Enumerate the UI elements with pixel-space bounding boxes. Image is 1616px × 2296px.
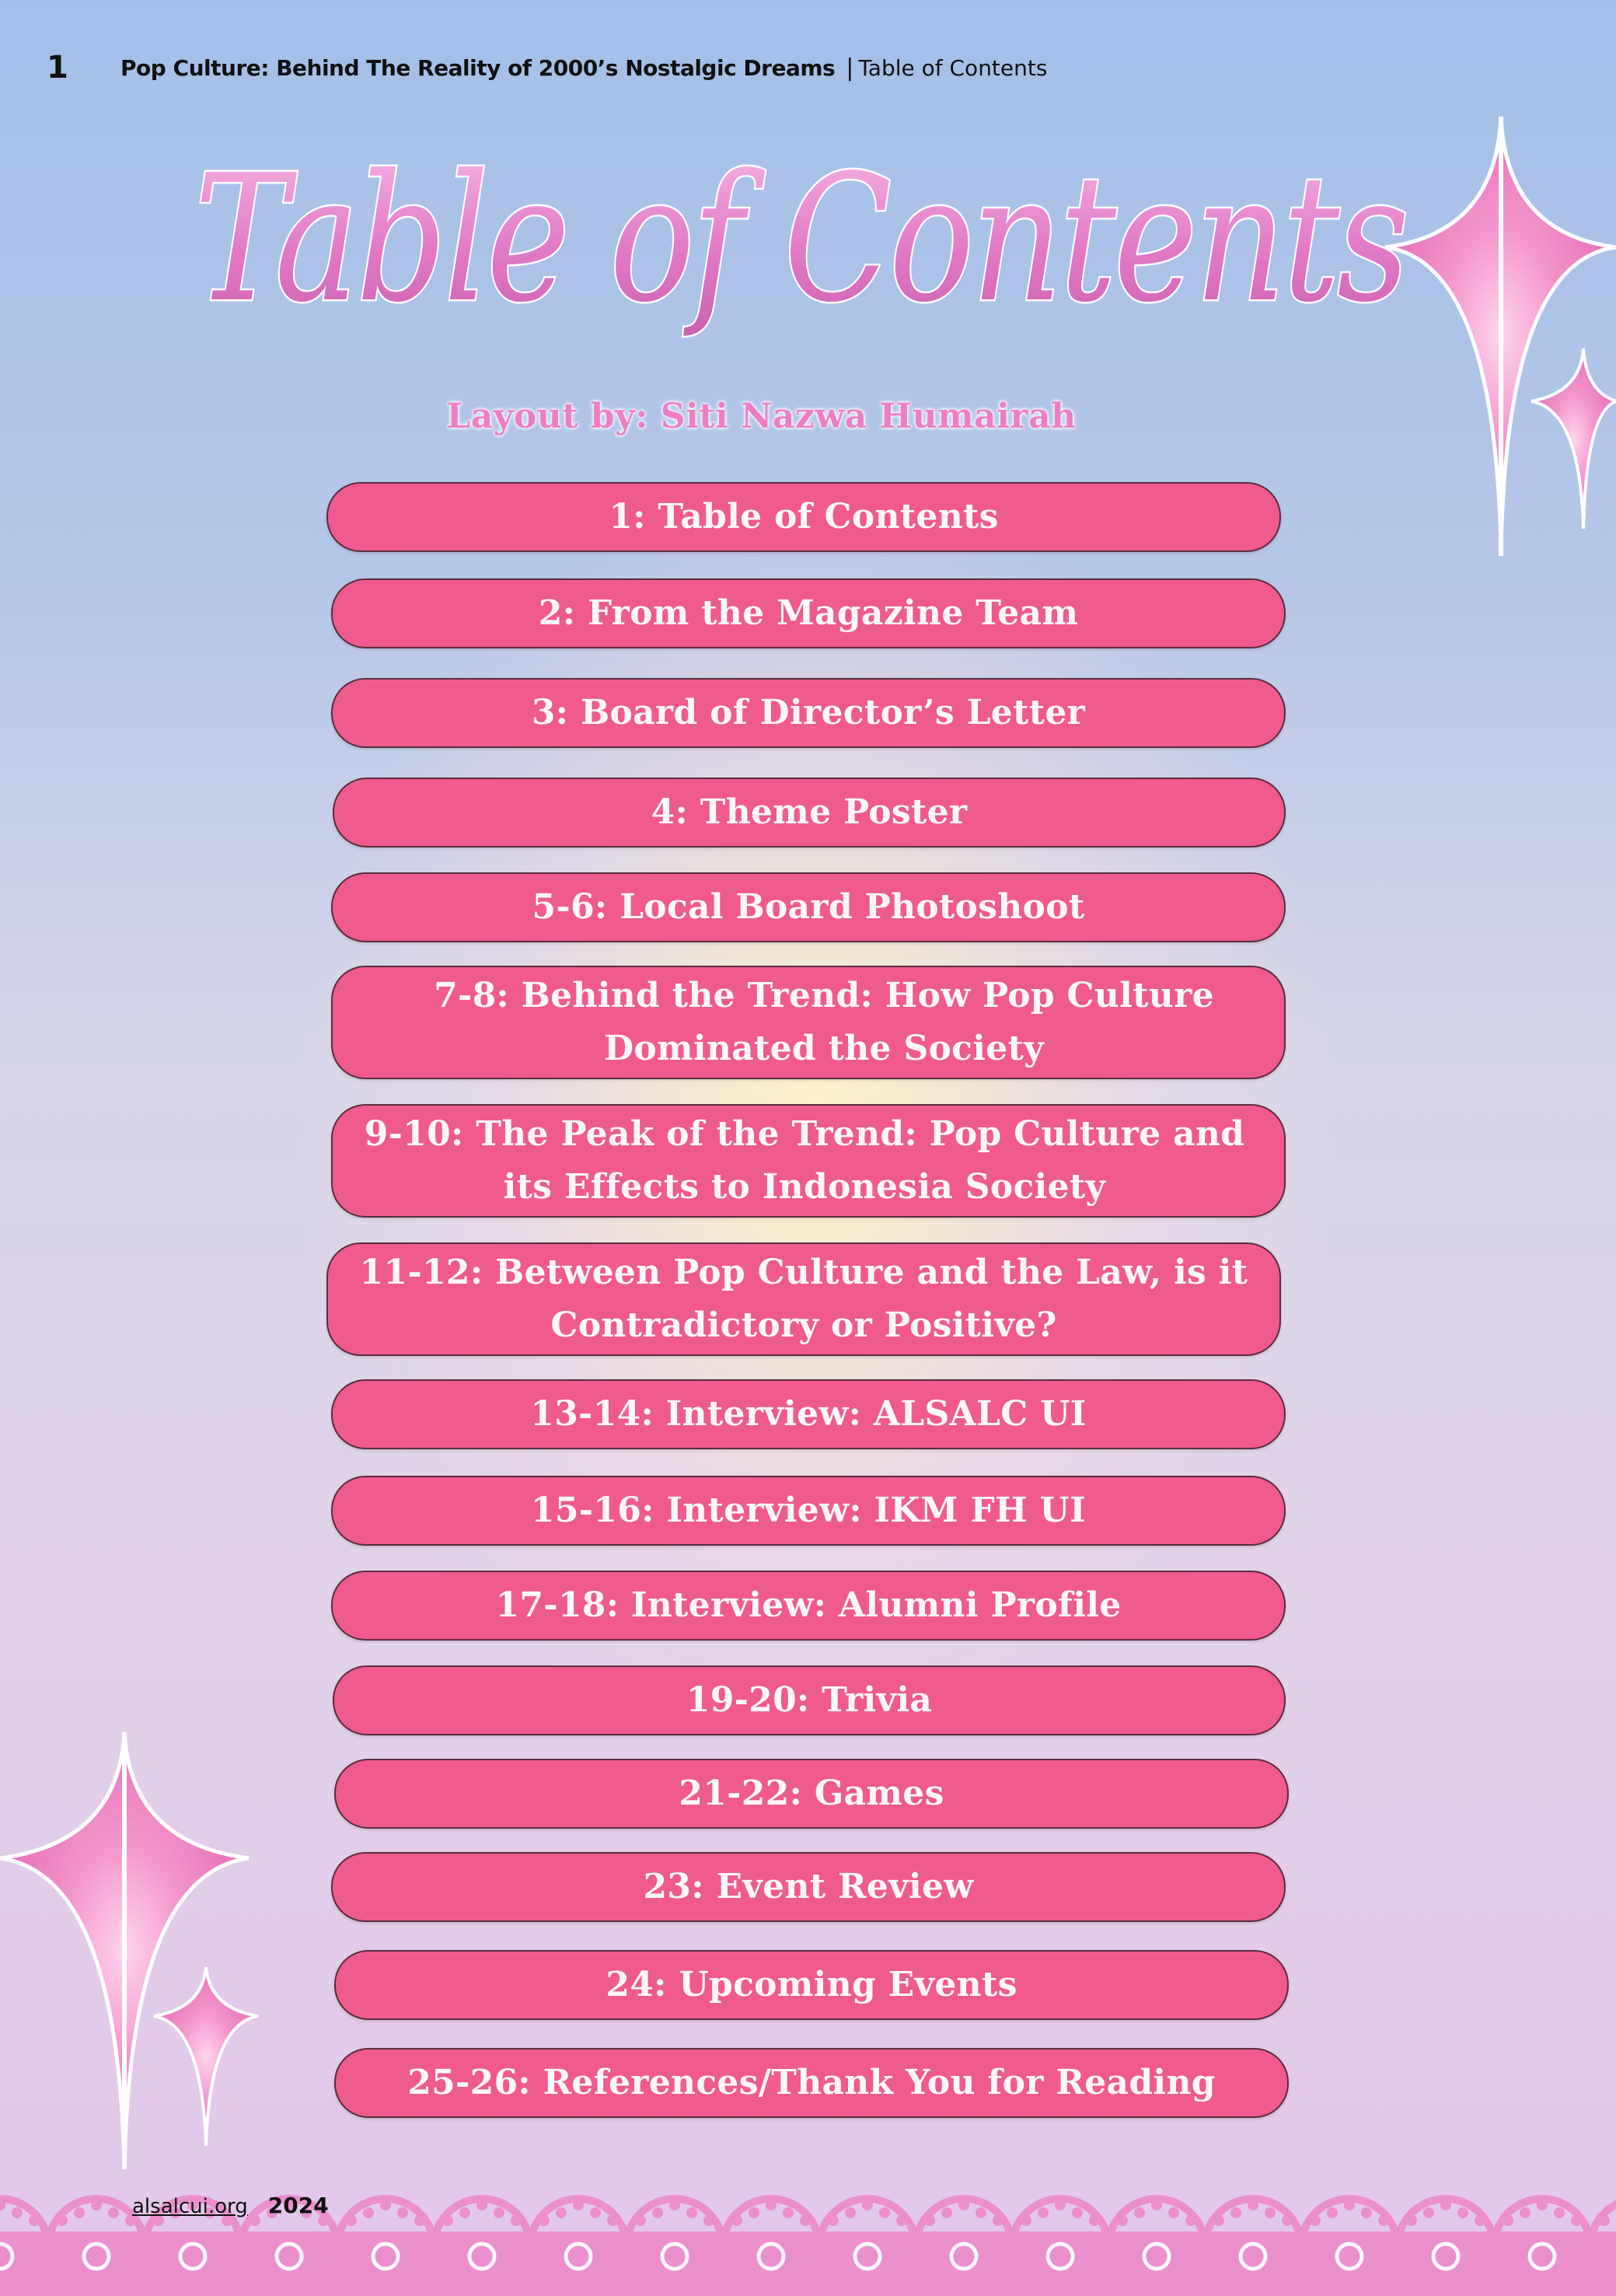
- lace-dot: [1038, 2207, 1049, 2218]
- toc-item[interactable]: [331, 1476, 1286, 1546]
- page-footer: [132, 2193, 329, 2218]
- toc-item-label: 24: Upcoming Events: [606, 1965, 1017, 2004]
- lace-dot: [862, 2200, 873, 2210]
- lace-dot: [1571, 2215, 1582, 2226]
- lace-dot: [590, 2207, 601, 2218]
- toc-item[interactable]: [331, 1104, 1286, 1218]
- toc-item-label: 25-26: References/Thank You for Reading: [407, 2063, 1216, 2102]
- lace-dot: [879, 2207, 890, 2218]
- page-title-text: Table of Contents: [194, 137, 1407, 341]
- lace-dot: [108, 2207, 119, 2218]
- lace-dot: [1230, 2207, 1241, 2218]
- toc-item[interactable]: [331, 578, 1286, 648]
- lace-dot: [749, 2207, 759, 2218]
- toc-item-label: 13-14: Interview: ALSALC UI: [530, 1394, 1087, 1434]
- lace-dot: [766, 2200, 777, 2210]
- toc-item[interactable]: [331, 1852, 1286, 1922]
- lace-dot: [1213, 2215, 1224, 2226]
- lace-dot: [1055, 2200, 1066, 2210]
- toc-item-label: 1: Table of Contents: [609, 497, 999, 536]
- page-header: [47, 48, 1047, 87]
- toc-item[interactable]: [331, 1571, 1286, 1641]
- lace-dot: [397, 2207, 408, 2218]
- lace-dot: [476, 2200, 487, 2210]
- lace-dot: [993, 2215, 1003, 2226]
- section-name: Table of Contents: [858, 54, 1048, 81]
- lace-dot: [74, 2207, 85, 2218]
- lace-dot: [1361, 2207, 1372, 2218]
- toc-item-label: 5-6: Local Board Photoshoot: [532, 887, 1085, 927]
- lace-dot: [459, 2207, 470, 2218]
- lace-dot: [1423, 2207, 1434, 2218]
- toc-item[interactable]: [334, 1759, 1289, 1829]
- lace-dot: [1554, 2207, 1565, 2218]
- lace-dot: [1440, 2200, 1451, 2210]
- lace-dot: [1537, 2200, 1548, 2210]
- lace-dot: [12, 2207, 23, 2218]
- lace-dot: [511, 2215, 522, 2226]
- lace-dot: [556, 2207, 567, 2218]
- lace-dot: [1344, 2200, 1355, 2210]
- lace-dot: [1599, 2215, 1610, 2226]
- lace-dot: [896, 2215, 907, 2226]
- lace-dot: [29, 2215, 40, 2226]
- toc-item-label: 3: Board of Director’s Letter: [531, 693, 1086, 732]
- toc-item-label: 17-18: Interview: Alumni Profile: [495, 1585, 1122, 1625]
- toc-item[interactable]: [326, 482, 1281, 552]
- lace-dot: [976, 2207, 986, 2218]
- lace-dot: [686, 2207, 697, 2218]
- lace-dot: [1475, 2215, 1485, 2226]
- toc-item[interactable]: [331, 1379, 1286, 1449]
- lace-dot: [363, 2207, 374, 2218]
- toc-item[interactable]: [334, 2048, 1289, 2118]
- lace-dot: [1089, 2215, 1100, 2226]
- lace-dot: [1406, 2215, 1417, 2226]
- publication-title: Pop Culture: Behind The Reality of 2000’s Nostalgic Dreams: [120, 54, 836, 81]
- toc-item-label: 11-12: Between Pop Culture and the Law, is it Contradictory or Positive?: [359, 1253, 1248, 1345]
- toc-item-label: 23: Event Review: [643, 1867, 974, 1906]
- lace-dot: [731, 2215, 742, 2226]
- lace-dot: [1520, 2207, 1530, 2218]
- lace-dot: [1151, 2200, 1162, 2210]
- lace-dot: [442, 2215, 453, 2226]
- toc-item[interactable]: [331, 966, 1286, 1079]
- toc-item[interactable]: [334, 1950, 1289, 2020]
- lace-dot: [635, 2215, 646, 2226]
- lace-dot: [1378, 2215, 1389, 2226]
- lace-dot: [958, 2200, 969, 2210]
- lace-dot: [652, 2207, 663, 2218]
- lace-dot: [346, 2215, 357, 2226]
- lace-dot: [494, 2207, 504, 2218]
- lace-dot: [1134, 2207, 1145, 2218]
- toc-item[interactable]: [326, 1242, 1281, 1356]
- lace-dot: [1327, 2207, 1338, 2218]
- lace-dot: [924, 2215, 935, 2226]
- lace-dot: [669, 2200, 680, 2210]
- toc-item-label: 7-8: Behind the Trend: How Pop Culture Dominated the Society: [434, 976, 1214, 1068]
- lace-dot: [845, 2207, 856, 2218]
- lace-dot: [607, 2215, 618, 2226]
- page-number: 1: [47, 50, 68, 86]
- lace-dot: [1503, 2215, 1513, 2226]
- toc-item[interactable]: [331, 678, 1286, 748]
- toc-item-label: 19-20: Trivia: [686, 1680, 933, 1720]
- lace-dot: [1072, 2207, 1083, 2218]
- lace-dot: [91, 2200, 102, 2210]
- header-separator: |: [846, 54, 854, 82]
- lace-dot: [941, 2207, 952, 2218]
- lace-dot: [1248, 2200, 1258, 2210]
- lace-dot: [1310, 2215, 1321, 2226]
- toc-item-label: 15-16: Interview: IKM FH UI: [530, 1490, 1087, 1530]
- toc-item-label: 4: Theme Poster: [651, 792, 968, 832]
- lace-dot: [1021, 2215, 1031, 2226]
- footer-year: 2024: [267, 2193, 329, 2218]
- website-link[interactable]: alsalcui.org: [132, 2195, 248, 2218]
- lace-dot: [800, 2215, 811, 2226]
- lace-dot: [1282, 2215, 1293, 2226]
- lace-dot: [57, 2215, 68, 2226]
- lace-dot: [380, 2200, 391, 2210]
- lace-dot: [414, 2215, 425, 2226]
- toc-item[interactable]: [333, 1665, 1286, 1735]
- lace-dot: [1265, 2207, 1276, 2218]
- lace-dot: [783, 2207, 794, 2218]
- sparkle-icon: [1531, 348, 1616, 529]
- page-title: [179, 101, 1422, 373]
- lace-dot: [573, 2200, 584, 2210]
- toc-item-label: 2: From the Magazine Team: [538, 593, 1079, 633]
- lace-dot: [1457, 2207, 1468, 2218]
- lace-dot: [828, 2215, 839, 2226]
- lace-dot: [1185, 2215, 1196, 2226]
- toc-item[interactable]: [333, 778, 1286, 847]
- toc-item[interactable]: [331, 872, 1286, 942]
- lace-dot: [539, 2215, 550, 2226]
- toc-item-label: 21-22: Games: [679, 1774, 944, 1813]
- lace-dot: [1168, 2207, 1179, 2218]
- layout-credit: Layout by: Siti Nazwa Humairah: [446, 397, 1077, 436]
- sparkle-icon: [154, 1967, 258, 2146]
- toc-item-label: 9-10: The Peak of the Trend: Pop Culture and its Effects to Indonesia Society: [364, 1114, 1245, 1207]
- lace-dot: [703, 2215, 714, 2226]
- lace-dot: [1117, 2215, 1128, 2226]
- sparkle-icon: [0, 1732, 249, 2169]
